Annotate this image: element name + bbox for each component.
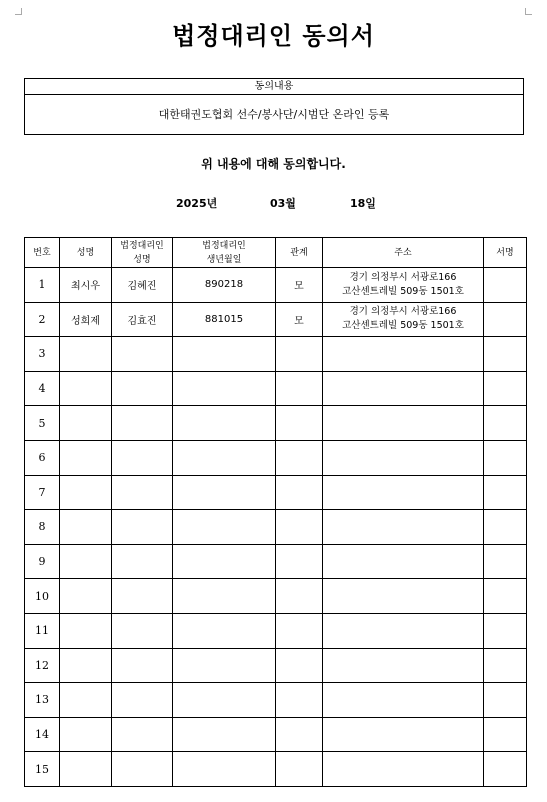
cell-guardian-birth <box>173 337 276 372</box>
cell-no: 3 <box>25 337 60 372</box>
cell-address <box>323 440 484 475</box>
cell-name <box>60 337 112 372</box>
cell-guardian-name <box>112 648 173 683</box>
cell-signature[interactable] <box>484 613 527 648</box>
table-row <box>25 302 527 337</box>
cell-guardian-name <box>112 613 173 648</box>
cell-relation <box>276 406 323 441</box>
cell-guardian-name <box>112 371 173 406</box>
cell-name <box>60 683 112 718</box>
table-row <box>25 752 527 787</box>
header-relation: 관계 <box>276 238 323 268</box>
cell-guardian-name <box>112 683 173 718</box>
cell-name <box>60 613 112 648</box>
table-row <box>25 544 527 579</box>
cell-relation <box>276 683 323 718</box>
cell-guardian-birth <box>173 683 276 718</box>
cell-signature[interactable] <box>484 440 527 475</box>
table-row <box>25 268 527 303</box>
cell-guardian-birth <box>173 613 276 648</box>
cell-guardian-name: 김혜진 <box>112 268 173 303</box>
table-row <box>25 648 527 683</box>
cell-guardian-birth: 890218 <box>173 268 276 303</box>
cell-relation <box>276 648 323 683</box>
consent-box <box>24 78 524 135</box>
cell-guardian-name <box>112 510 173 545</box>
cell-guardian-name: 김효진 <box>112 302 173 337</box>
table-header-row <box>25 238 527 268</box>
guardian-table <box>24 237 527 787</box>
date-year: 2025년 <box>176 197 218 210</box>
address-line1: 경기 의정부시 서광로166 <box>349 271 457 283</box>
cell-address <box>323 648 484 683</box>
cell-address <box>323 475 484 510</box>
cell-signature[interactable] <box>484 717 527 752</box>
cell-no: 13 <box>25 683 60 718</box>
cell-name <box>60 406 112 441</box>
cell-name <box>60 475 112 510</box>
table-row <box>25 371 527 406</box>
address-line1: 경기 의정부시 서광로166 <box>349 306 457 318</box>
cell-address <box>323 302 484 337</box>
date-day: 18일 <box>350 197 376 210</box>
header-no: 번호 <box>25 238 60 268</box>
cell-name <box>60 371 112 406</box>
cell-address <box>323 613 484 648</box>
cell-relation <box>276 440 323 475</box>
consent-header: 동의내용 <box>25 79 523 95</box>
header-guardian-birth <box>173 238 276 268</box>
cell-guardian-birth <box>173 579 276 614</box>
table-row <box>25 406 527 441</box>
cell-no: 8 <box>25 510 60 545</box>
cell-guardian-birth <box>173 752 276 787</box>
cell-no: 9 <box>25 544 60 579</box>
cell-signature[interactable] <box>484 371 527 406</box>
cell-guardian-name <box>112 752 173 787</box>
header-guardian-name <box>112 238 173 268</box>
header-address: 주소 <box>323 238 484 268</box>
cell-guardian-birth <box>173 440 276 475</box>
cell-address <box>323 544 484 579</box>
cell-no: 4 <box>25 371 60 406</box>
cell-guardian-birth <box>173 371 276 406</box>
cell-signature[interactable] <box>484 648 527 683</box>
cell-name: 최시우 <box>60 268 112 303</box>
cell-name <box>60 648 112 683</box>
cell-signature[interactable] <box>484 302 527 337</box>
cell-address <box>323 371 484 406</box>
cell-address <box>323 683 484 718</box>
cell-guardian-name <box>112 406 173 441</box>
address-line2: 고산센트레빌 509동 1501호 <box>342 285 464 297</box>
cell-name <box>60 544 112 579</box>
cell-signature[interactable] <box>484 337 527 372</box>
cell-signature[interactable] <box>484 510 527 545</box>
cell-relation <box>276 337 323 372</box>
cell-no: 5 <box>25 406 60 441</box>
cell-signature[interactable] <box>484 752 527 787</box>
cell-name <box>60 579 112 614</box>
cell-guardian-birth <box>173 648 276 683</box>
cell-name: 성희제 <box>60 302 112 337</box>
cell-guardian-birth <box>173 406 276 441</box>
cell-no: 6 <box>25 440 60 475</box>
cell-name <box>60 510 112 545</box>
page-corner-mark-left <box>15 8 22 15</box>
page-corner-mark-right <box>525 8 532 15</box>
cell-no: 15 <box>25 752 60 787</box>
cell-guardian-birth <box>173 475 276 510</box>
table-row <box>25 510 527 545</box>
date-month: 03월 <box>270 197 296 210</box>
table-row <box>25 337 527 372</box>
header-guardian-birth-line1: 법정대리인 <box>202 240 246 251</box>
table-row <box>25 440 527 475</box>
cell-address <box>323 337 484 372</box>
header-guardian-name-line2: 성명 <box>133 254 151 265</box>
table-row <box>25 683 527 718</box>
cell-no: 7 <box>25 475 60 510</box>
cell-signature[interactable] <box>484 475 527 510</box>
cell-no: 14 <box>25 717 60 752</box>
cell-no: 12 <box>25 648 60 683</box>
cell-guardian-birth <box>173 717 276 752</box>
cell-relation <box>276 613 323 648</box>
cell-relation <box>276 579 323 614</box>
cell-signature[interactable] <box>484 579 527 614</box>
cell-guardian-name <box>112 544 173 579</box>
cell-signature[interactable] <box>484 683 527 718</box>
cell-guardian-name <box>112 717 173 752</box>
cell-name <box>60 752 112 787</box>
cell-guardian-name <box>112 337 173 372</box>
cell-no: 1 <box>25 268 60 303</box>
cell-relation <box>276 544 323 579</box>
cell-name <box>60 440 112 475</box>
cell-name <box>60 717 112 752</box>
cell-no: 10 <box>25 579 60 614</box>
cell-address <box>323 510 484 545</box>
cell-guardian-birth <box>173 544 276 579</box>
cell-relation <box>276 752 323 787</box>
table-row <box>25 613 527 648</box>
cell-address <box>323 579 484 614</box>
cell-guardian-birth <box>173 510 276 545</box>
table-row <box>25 475 527 510</box>
cell-guardian-birth: 881015 <box>173 302 276 337</box>
agreement-statement: 위 내용에 대해 동의합니다. <box>201 157 346 171</box>
cell-address <box>323 717 484 752</box>
cell-relation <box>276 475 323 510</box>
cell-signature[interactable] <box>484 544 527 579</box>
cell-relation <box>276 717 323 752</box>
address-line2: 고산센트레빌 509동 1501호 <box>342 320 464 332</box>
header-signature: 서명 <box>484 238 527 268</box>
header-name: 성명 <box>60 238 112 268</box>
consent-text: 대한태권도협회 선수/봉사단/시범단 온라인 등록 <box>158 108 390 121</box>
cell-relation <box>276 510 323 545</box>
cell-address <box>323 268 484 303</box>
table-row <box>25 579 527 614</box>
cell-guardian-name <box>112 475 173 510</box>
cell-no: 2 <box>25 302 60 337</box>
cell-no: 11 <box>25 613 60 648</box>
header-guardian-name-line1: 법정대리인 <box>120 240 164 251</box>
cell-signature[interactable] <box>484 268 527 303</box>
document-title: 법정대리인 동의서 <box>172 21 375 50</box>
cell-guardian-name <box>112 579 173 614</box>
cell-signature[interactable] <box>484 406 527 441</box>
cell-relation <box>276 371 323 406</box>
cell-guardian-name <box>112 440 173 475</box>
cell-address <box>323 406 484 441</box>
cell-relation: 모 <box>276 302 323 337</box>
table-row <box>25 717 527 752</box>
header-guardian-birth-line2: 생년월일 <box>206 254 242 265</box>
cell-address <box>323 752 484 787</box>
cell-relation: 모 <box>276 268 323 303</box>
